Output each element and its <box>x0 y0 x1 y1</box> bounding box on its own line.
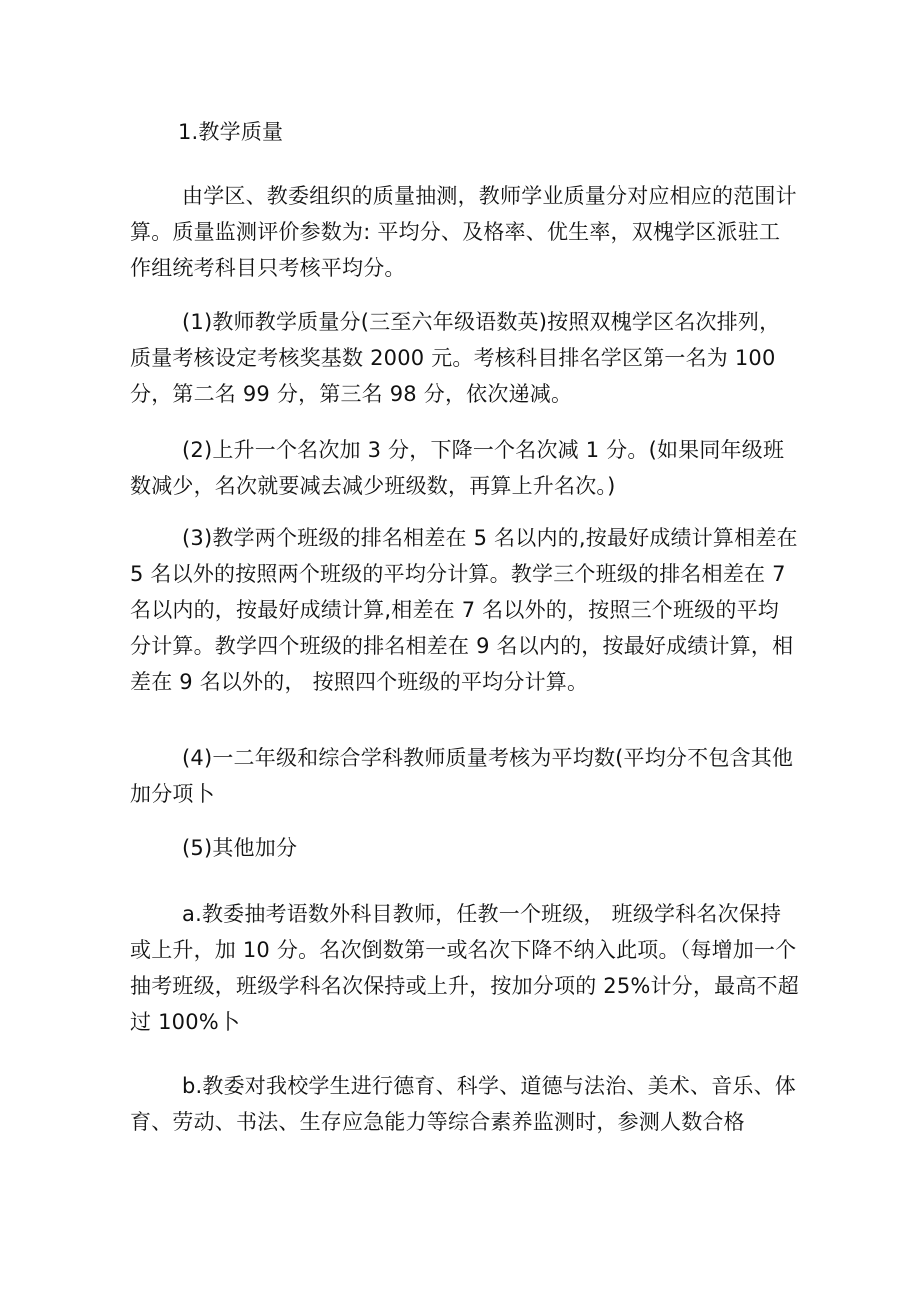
paragraph-intro: 由学区、教委组织的质量抽测，教师学业质量分对应相应的范围计算。质量监测评价参数为: 平均分、及格率、优生率，双槐学区派驻工作组统考科目只考核平均分。 <box>130 184 797 280</box>
paragraph-item-b: b.教委对我校学生进行德育、科学、道德与法治、美术、音乐、体育、劳动、书法、生存应急能力等综合素养监测时，参测人数合格 <box>130 1074 797 1134</box>
paragraph-item-1: (1)教师教学质量分(三至六年级语数英)按照双槐学区名次排列，质量考核设定考核奖基数 2000 元。考核科目排名学区第一名为 100 分，第二名 99 分，第三名 98 分，依次递减。 <box>130 310 781 406</box>
paragraph-item-3: (3)教学两个班级的排名相差在 5 名以内的,按最好成绩计算相差在 5 名以外的按照两个班级的平均分计算。教学三个班级的排名相差在 7 名以内的，按最好成绩计算,相差在 7 名以外的，按照三个班级的平均分计算。教学四个班级的排名相差在 9 名以内的，按最好成绩计算，相差在 9 名以外的， 按照四个班级的平均分计算。 <box>130 526 798 694</box>
section-heading: 1.教学质量 <box>178 120 284 144</box>
paragraph-item-4: (4)一二年级和综合学科教师质量考核为平均数(平均分不包含其他加分项卜 <box>130 746 794 806</box>
paragraph-item-2: (2)上升一个名次加 3 分，下降一个名次减 1 分。(如果同年级班数减少，名次就要减去减少班级数，再算上升名次。) <box>130 438 785 498</box>
paragraph-item-a: a.教委抽考语数外科目教师，任教一个班级， 班级学科名次保持或上升，加 10 分。名次倒数第一或名次下降不纳入此项。（每增加一个抽考班级，班级学科名次保持或上升，按加分项的 25%计分，最高不超过 100%卜 <box>130 902 799 1034</box>
paragraph-item-5: (5)其他加分 <box>182 836 298 860</box>
